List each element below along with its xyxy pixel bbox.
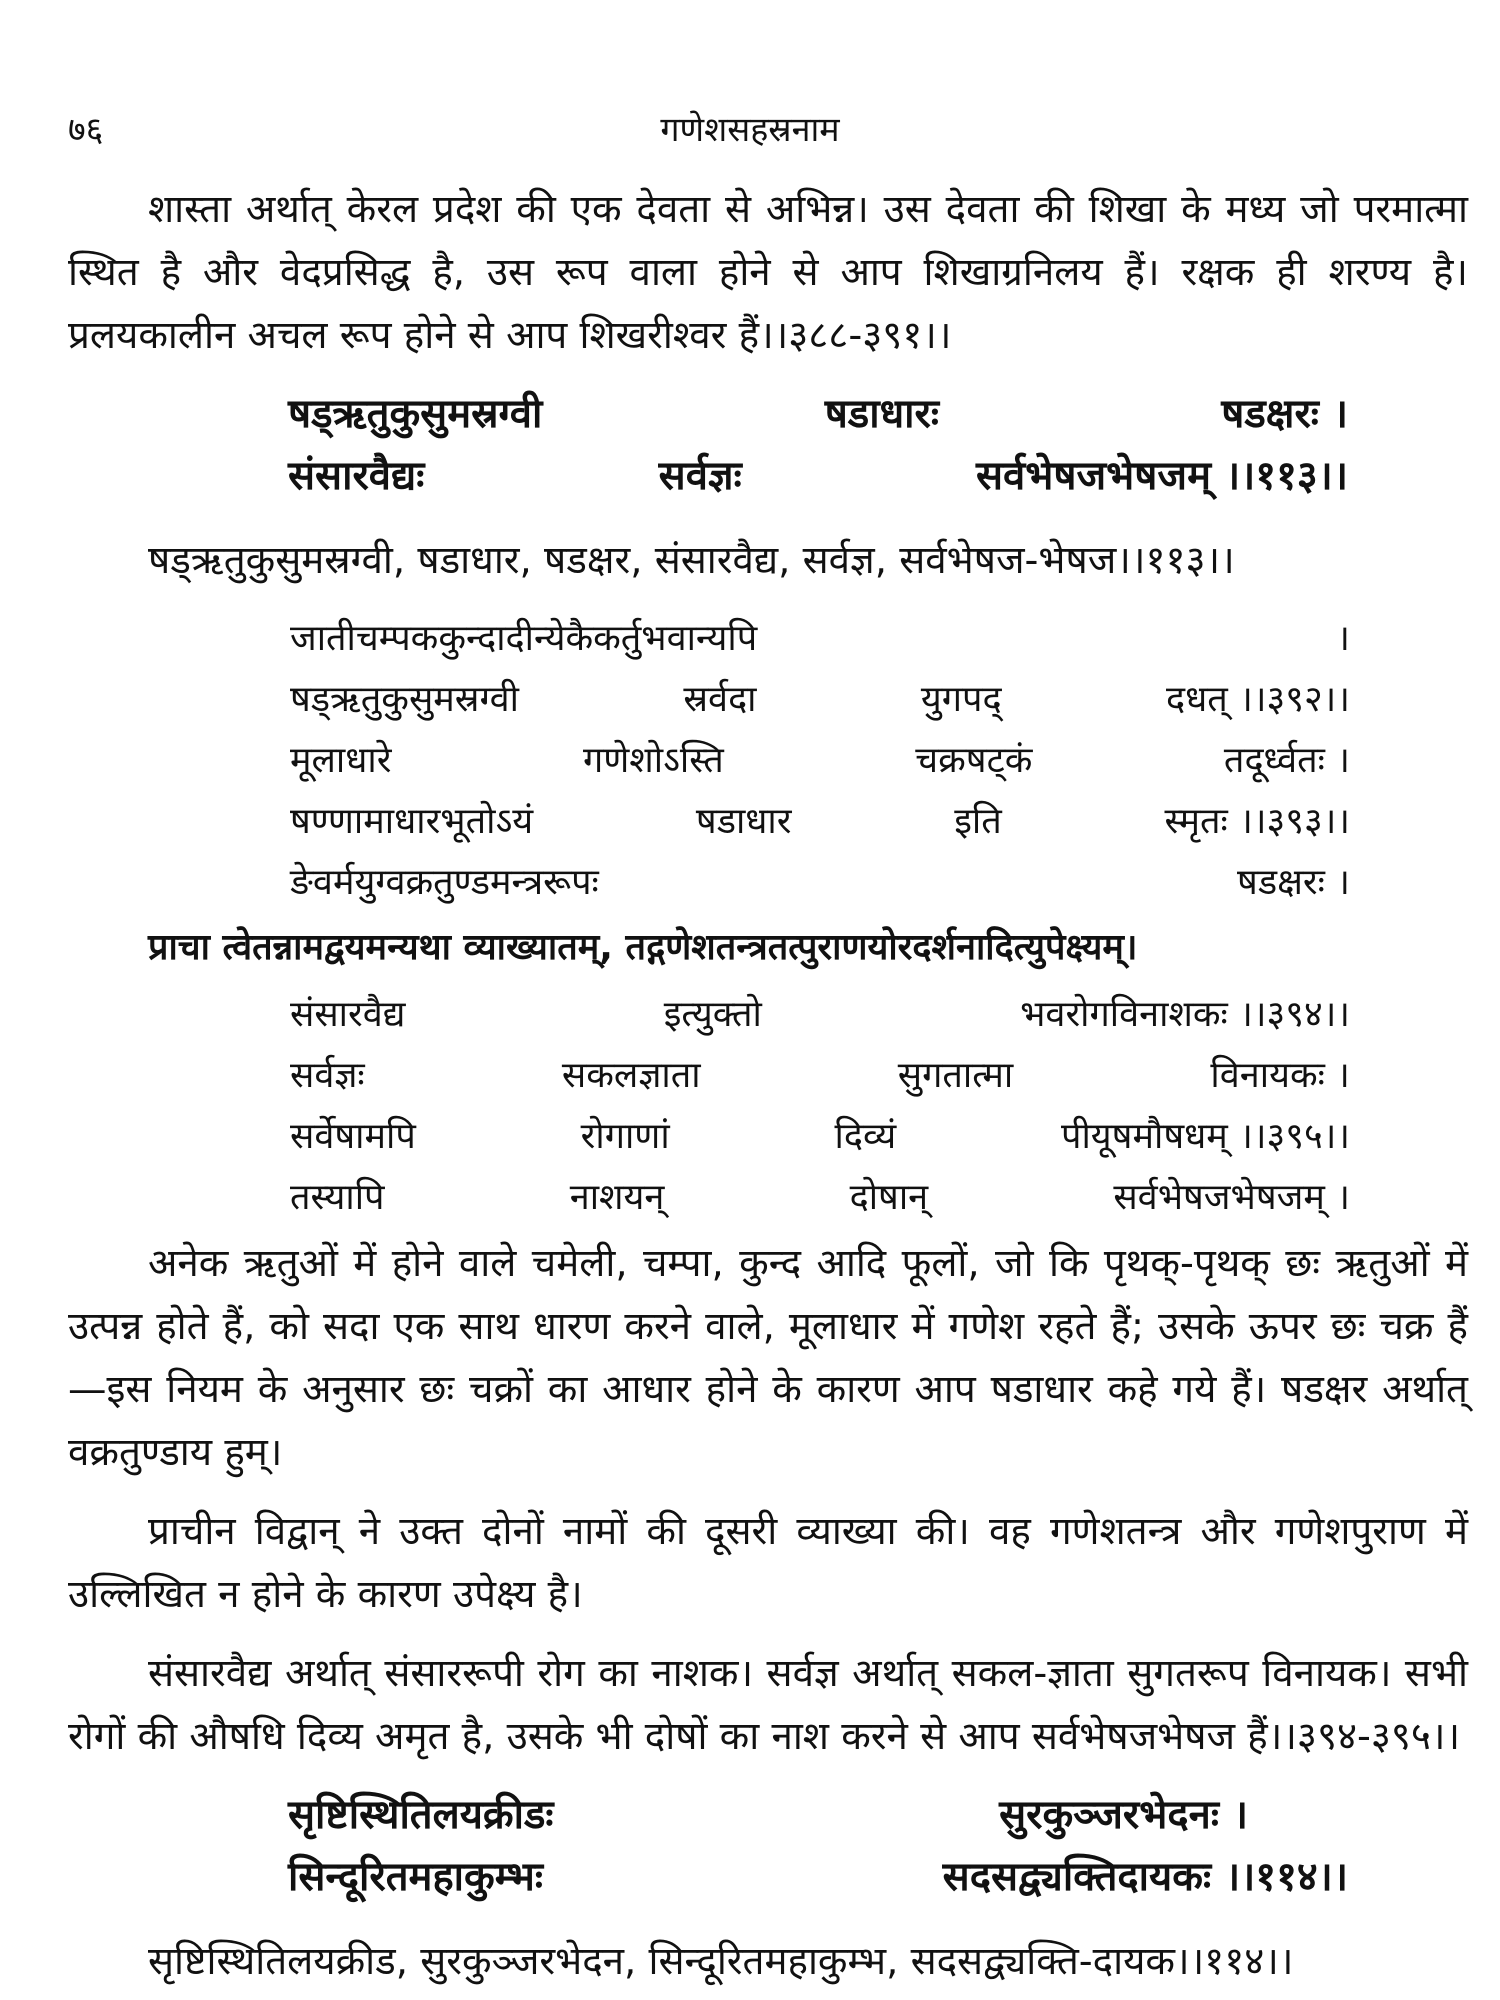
- verse-word: सर्वेषामपि: [290, 1116, 416, 1157]
- verse-line: [290, 669, 1350, 730]
- verse-block-1: [68, 608, 1468, 913]
- sutra-word: सृष्टिस्थितिलयक्रीडः: [288, 1792, 554, 1838]
- verse-word: स्रर्वदा: [683, 679, 757, 720]
- sutra-word: सिन्दूरितमहाकुम्भः: [288, 1854, 543, 1900]
- verse-word: सर्वभेषजभेषजम् ।: [1113, 1177, 1350, 1218]
- sutra-114: [68, 1784, 1468, 1908]
- sutra-word: संसारवैद्यः: [288, 453, 425, 499]
- verse-word: तदूर्ध्वतः ।: [1223, 740, 1350, 781]
- sutra-word: षड्ऋतुकुसुमस्रग्वी: [288, 391, 543, 437]
- verse-word: सकलज्ञाता: [561, 1055, 701, 1096]
- verse-word: दिव्यं: [834, 1116, 897, 1157]
- verse-line: [290, 791, 1350, 852]
- verse-word: इत्युक्तो: [663, 994, 762, 1035]
- verse-word: सुगतात्मा: [897, 1055, 1014, 1096]
- sanskrit-prose-line: प्राचा त्वेतन्नामद्वयमन्यथा व्याख्यातम्, तद्गणेशतन्त्रतत्पुराणयोरदर्शनादित्युपेक्ष्यम्।: [148, 927, 1138, 968]
- verse-line: [290, 1167, 1350, 1228]
- verse-word: गणेशोऽस्ति: [582, 740, 724, 781]
- sutra-word: षडाधारः: [824, 391, 939, 437]
- name-list-113: षड्ऋतुकुसुमस्रग्वी, षडाधार, षडक्षर, संसारवैद्य, सर्वज्ञ, सर्वभेषज-भेषज।।११३।।: [148, 538, 1235, 583]
- verse-line: [290, 608, 1350, 669]
- commentary-paragraph-1: शास्ता अर्थात् केरल प्रदेश की एक देवता से अभिन्न। उस देवता की शिखा के मध्य जो परमात्मा स्थित है और वेदप्रसिद्ध है, उस रूप वाला होने से आप शिखाग्रनिलय हैं। रक्षक ही शरण्य है। प्रलयकालीन अचल रूप होने से आप शिखरीश्वर हैं।।३८८-३९१।।: [68, 187, 1468, 358]
- verse-line: [290, 852, 1350, 913]
- verse-line: [290, 1106, 1350, 1167]
- running-title: गणेशसहस्रनाम: [660, 110, 840, 150]
- verse-word: दधत् ।।३९२।।: [1166, 679, 1350, 720]
- verse-word: चक्रषट्कं: [915, 740, 1033, 781]
- verse-word: षण्णामाधारभूतोऽयं: [290, 801, 534, 842]
- page-number: ७६: [68, 110, 104, 150]
- verse-word: पीयूषमौषधम् ।।३९५।।: [1061, 1116, 1350, 1157]
- verse-line: [290, 730, 1350, 791]
- sutra-114-line-1: [288, 1784, 1248, 1846]
- verse-word: जातीचम्पककुन्दादीन्येकैकर्तुभवान्यपि: [290, 618, 758, 659]
- verse-word: मूलाधारे: [290, 740, 392, 781]
- verse-block-2: [68, 984, 1468, 1228]
- sutra-113: [68, 383, 1468, 507]
- sutra-word: सर्वभेषजभेषजम् ।।११३।।: [975, 453, 1348, 499]
- sutra-113-line-2: [288, 445, 1348, 507]
- verse-word: सर्वज्ञः: [290, 1055, 365, 1096]
- verse-word: विनायकः ।: [1210, 1055, 1350, 1096]
- verse-word: षड्ऋतुकुसुमस्रग्वी: [290, 679, 519, 720]
- page-content: [68, 178, 1468, 2000]
- commentary-paragraph-2: अनेक ऋतुओं में होने वाले चमेली, चम्पा, कुन्द आदि फूलों, जो कि पृथक्-पृथक् छः ऋतुओं में उत्पन्न होते हैं, को सदा एक साथ धारण करने वाले, मूलाधार में गणेश रहते हैं; उसके ऊपर छः चक्र हैं—इस नियम के अनुसार छः चक्रों का आधार होने के कारण आप षडाधार कहे गये हैं। षडक्षर अर्थात् वक्रतुण्डाय हुम्।: [68, 1241, 1468, 1475]
- sutra-word: सुरकुञ्जरभेदनः ।: [999, 1792, 1248, 1838]
- verse-word: रोगाणां: [580, 1116, 670, 1157]
- sutra-word: षडक्षरः ।: [1221, 391, 1348, 437]
- sutra-114-line-2: [288, 1846, 1348, 1908]
- verse-word: इति: [954, 801, 1002, 842]
- commentary-paragraph-3: प्राचीन विद्वान् ने उक्त दोनों नामों की दूसरी व्याख्या की। वह गणेशतन्त्र और गणेशपुराण में उल्लिखित न होने के कारण उपेक्ष्य है।: [68, 1509, 1468, 1617]
- verse-word: स्मृतः ।।३९३।।: [1164, 801, 1350, 842]
- verse-line: [290, 984, 1350, 1045]
- verse-word: ङेवर्मयुग्वक्रतुण्डमन्त्ररूपः: [290, 862, 599, 903]
- commentary-paragraph-4: संसारवैद्य अर्थात् संसाररूपी रोग का नाशक। सर्वज्ञ अर्थात् सकल-ज्ञाता सुगतरूप विनायक। सभी रोगों की औषधि दिव्य अमृत है, उसके भी दोषों का नाश करने से आप सर्वभेषजभेषज हैं।।३९४-३९५।।: [68, 1651, 1468, 1759]
- verse-word: षडक्षरः ।: [1237, 862, 1350, 903]
- name-list-114: सृष्टिस्थितिलयक्रीड, सुरकुञ्जरभेदन, सिन्दूरितमहाकुम्भ, सदसद्व्यक्ति-दायक।।११४।।: [148, 1939, 1294, 1984]
- sutra-113-line-1: [288, 383, 1348, 445]
- verse-word: भवरोगविनाशकः ।।३९४।।: [1020, 994, 1350, 1035]
- sutra-word: सदसद्व्यक्तिदायकः ।।११४।।: [942, 1854, 1348, 1900]
- verse-word: नाशयन्: [569, 1177, 665, 1218]
- verse-word: तस्यापि: [290, 1177, 385, 1218]
- verse-word: ।: [1336, 618, 1350, 659]
- sutra-word: सर्वज्ञः: [658, 453, 742, 499]
- verse-word: षडाधार: [695, 801, 792, 842]
- verse-word: संसारवैद्य: [290, 994, 406, 1035]
- page-header: [68, 105, 1432, 155]
- verse-line: [290, 1045, 1350, 1106]
- verse-word: दोषान्: [849, 1177, 929, 1218]
- verse-word: युगपद्: [920, 679, 1002, 720]
